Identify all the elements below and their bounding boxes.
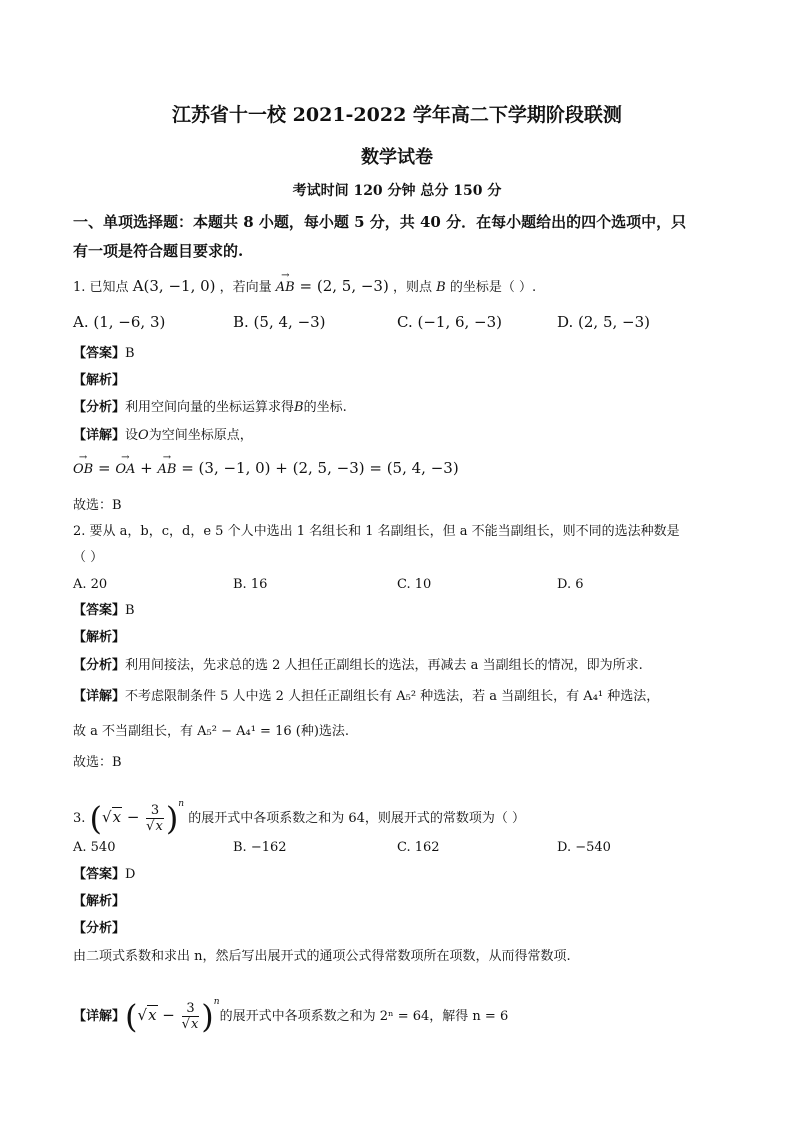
q1-answer-value: B [125, 346, 135, 361]
q1-vector-ab: → AB [276, 279, 295, 297]
q3-option-a: A. 540 [73, 840, 116, 855]
q1-fenxi-end: 的坐标. [303, 400, 347, 415]
q1-stem-text: 1. 已知点 [73, 280, 129, 295]
q3-minus: − [122, 808, 145, 826]
q3-close-paren: ) [165, 799, 179, 838]
q3-stem-text: 的展开式中各项系数之和为 64，则展开式的常数项为（ ） [188, 811, 526, 826]
q2-analysis-tag [73, 629, 125, 647]
q2-option-d: D. 6 [557, 577, 584, 592]
q1-point-b: B [436, 280, 446, 295]
q3-detail-close-paren: ) [201, 997, 214, 1036]
q2-option-a: A. 20 [73, 577, 108, 592]
section-heading-line2: 有一项是符合题目要求的. [73, 242, 244, 260]
q1-detail-o: O [138, 428, 149, 443]
q3-fraction [146, 803, 164, 834]
q2-answer-value: B [125, 603, 135, 618]
analysis-tag: 【解析】 [73, 894, 126, 909]
q1-detail-text: 设 [125, 428, 139, 443]
q1-fenxi-text: 利用空间向量的坐标运算求得 [125, 400, 295, 415]
q2-option-b: B. 16 [233, 577, 268, 592]
q3-exponent: n [178, 799, 185, 809]
q3-frac-den-x: x [155, 819, 163, 834]
detail-tag: 【详解】 [73, 1009, 126, 1024]
q3-detail-fraction [182, 1001, 200, 1032]
exam-info: 考试时间 120 分钟 总分 150 分 [292, 183, 502, 199]
q3-option-d: D. −540 [557, 840, 611, 855]
q2-detail-text: 不考虑限制条件 5 人中选 2 人担任正副组长有 A₅² 种选法，若 a 当副组长，有 A₄¹ 种选法， [125, 689, 660, 704]
q1-vector-oa: → OA [115, 461, 135, 479]
q3-detail-exponent: n [213, 997, 220, 1007]
q1-conclusion: 故选：B [73, 498, 122, 513]
q3-detail-sqrt-var: x [148, 1006, 157, 1024]
exam-subtitle: 数学试卷 [361, 147, 433, 168]
q2-fenxi [73, 657, 643, 675]
q3-fenxi-tag [73, 920, 125, 938]
q1-vector-ob: → OB [73, 461, 93, 479]
q3-detail-frac-num: 3 [182, 1001, 200, 1017]
q3-detail-frac-den: √x [181, 1017, 199, 1032]
detail-tag: 【详解】 [73, 428, 126, 443]
q1-eq-rest: = (3, −1, 0) + (2, 5, −3) = (5, 4, −3) [176, 459, 459, 477]
q1-stem-text-3: ，则点 [392, 280, 432, 295]
answer-tag: 【答案】 [73, 346, 126, 361]
q1-point-a: A(3, −1, 0) [132, 277, 216, 295]
q3-detail-minus: − [157, 1006, 180, 1024]
q1-eq-plus: + [135, 459, 158, 477]
q1-equation [73, 459, 459, 479]
fenxi-tag: 【分析】 [73, 921, 126, 936]
fenxi-tag: 【分析】 [73, 658, 126, 673]
q3-option-c: C. 162 [397, 840, 440, 855]
q3-sqrt-x: √x [102, 808, 122, 826]
q3-fenxi: 由二项式系数和求出 n，然后写出展开式的通项公式得常数项所在项数，从而得常数项. [73, 949, 571, 964]
q3-detail-open-paren: ( [125, 997, 138, 1036]
analysis-tag: 【解析】 [73, 630, 126, 645]
q1-detail [73, 427, 253, 445]
q3-sqrt-x-var: x [112, 808, 122, 826]
q1-vector-value: = (2, 5, −3) [294, 277, 389, 295]
q3-frac-den: √x [146, 819, 163, 834]
q2-option-c: C. 10 [397, 577, 432, 592]
q1-detail-text-2: 为空间坐标原点， [148, 428, 253, 443]
q3-frac-num: 3 [146, 803, 164, 819]
q1-option-a: A. (1, −6, 3) [73, 313, 166, 331]
q3-stem [73, 784, 525, 839]
analysis-tag: 【解析】 [73, 373, 126, 388]
q1-fenxi-b: B [294, 400, 304, 415]
q2-conclusion: 故选：B [73, 755, 122, 770]
q1-eq-equals: = [93, 459, 116, 477]
section-heading-line1: 一、单项选择题：本题共 8 小题，每小题 5 分，共 40 分．在每小题给出的四个选项中，只 [73, 213, 687, 231]
q1-stem-text-2: ，若向量 [219, 280, 272, 295]
q2-stem-2: （ ） [73, 550, 104, 565]
detail-tag: 【详解】 [73, 689, 126, 704]
exam-title: 江苏省十一校 2021-2022 学年高二下学期阶段联测 [172, 104, 622, 126]
q1-fenxi [73, 399, 347, 417]
q2-detail [73, 688, 659, 706]
q1-stem [73, 277, 536, 297]
answer-tag: 【答案】 [73, 867, 126, 882]
q2-detail-2: 故 a 不当副组长，有 A₅² − A₄¹ = 16 (种)选法. [73, 724, 350, 739]
answer-tag: 【答案】 [73, 603, 126, 618]
q3-number: 3. [73, 811, 86, 826]
q1-option-c: C. (−1, 6, −3) [397, 313, 503, 331]
q1-option-d: D. (2, 5, −3) [557, 313, 651, 331]
q1-answer [73, 345, 135, 363]
q3-analysis-tag [73, 893, 125, 911]
q3-answer-value: D [125, 867, 136, 882]
q3-detail-text: 的展开式中各项系数之和为 2ⁿ = 64，解得 n = 6 [219, 1009, 509, 1024]
q1-vector-ab-2: → AB [157, 461, 176, 479]
q3-detail-sqrt-x: √x [137, 1006, 157, 1024]
q1-stem-text-4: 的坐标是（ ）. [449, 280, 537, 295]
q3-open-paren: ( [89, 799, 103, 838]
q2-fenxi-text: 利用间接法，先求总的选 2 人担任正副组长的选法，再减去 a 当副组长的情况，即为所求. [125, 658, 643, 673]
q3-detail-frac-x: x [190, 1017, 199, 1032]
q3-detail [73, 982, 508, 1037]
q1-analysis-tag [73, 372, 125, 390]
q2-answer [73, 602, 135, 620]
q3-answer [73, 866, 135, 884]
q3-option-b: B. −162 [233, 840, 287, 855]
q2-stem: 2. 要从 a，b，c，d，e 5 个人中选出 1 名组长和 1 名副组长，但 a 不能当副组长，则不同的选法种数是 [73, 524, 680, 539]
fenxi-tag: 【分析】 [73, 400, 126, 415]
q1-option-b: B. (5, 4, −3) [233, 313, 326, 331]
